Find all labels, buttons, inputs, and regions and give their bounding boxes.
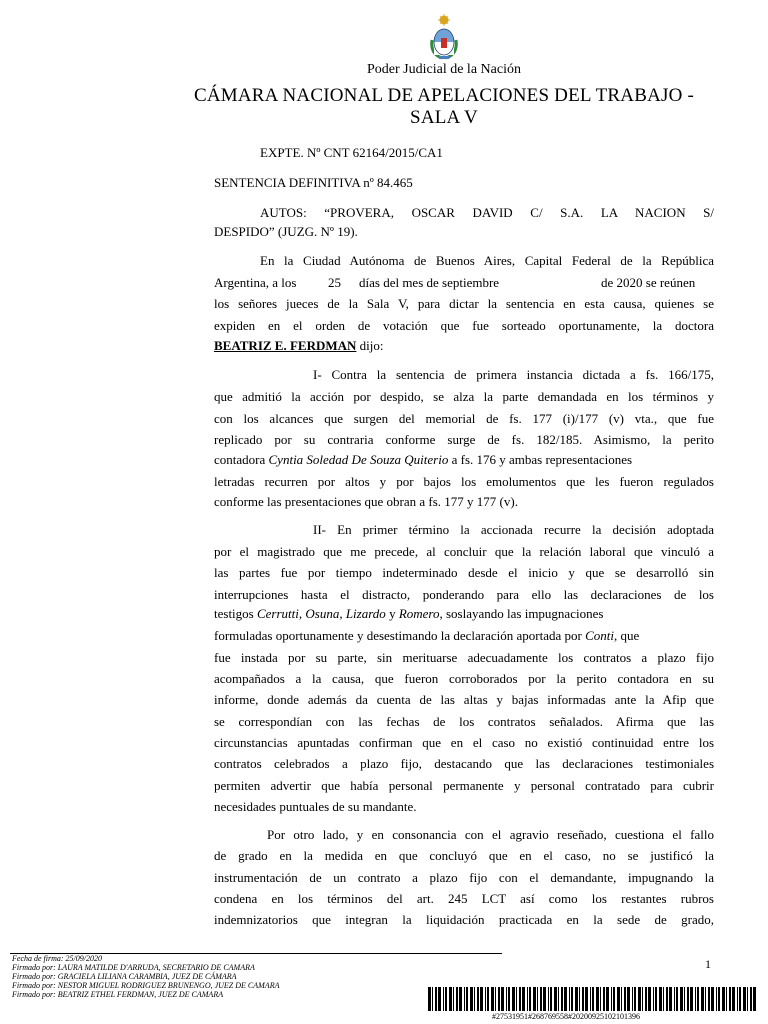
p2-line5a: testigos xyxy=(214,606,257,621)
p1-line5a: contadora xyxy=(214,452,269,467)
barcode-icon xyxy=(428,987,758,1013)
p3-line4: condena en los términos del art. 245 LCT así como los restantes rubros xyxy=(214,891,714,906)
intro-line2c: días del mes de septiembre xyxy=(359,275,500,290)
p2-line9: informe, donde además da cuenta de las altas y bajas informadas ante la Afip que xyxy=(214,692,714,707)
intro-day: 25 xyxy=(328,275,341,290)
witness-conti: Conti xyxy=(585,628,614,643)
p1-line5b: a fs. 176 y ambas representaciones xyxy=(448,452,633,467)
intro-line5 xyxy=(214,338,384,354)
chamber-title-line2: SALA V xyxy=(410,107,478,128)
p1-line7: conforme las presentaciones que obran a fs. 177 y 177 (v). xyxy=(214,494,518,509)
p3-line2: de grado en la medida en que concluyó que en el caso, no se justificó la xyxy=(214,848,714,863)
p3-line5: indemnizatorios que integran la liquidación practicada en la sede de grado, xyxy=(214,912,714,927)
sentence-number: SENTENCIA DEFINITIVA nº 84.465 xyxy=(214,175,413,190)
intro-line2a: Argentina, a los xyxy=(214,275,297,290)
expert-name: Cyntia Soledad De Souza Quiterio xyxy=(268,452,449,467)
p1-line1: I- Contra la sentencia de primera instancia dictada a fs. 166/175, xyxy=(313,367,714,382)
p1-line3: con los alcances que surgen del memorial de fs. 177 (i)/177 (v) vta., que fue xyxy=(214,411,714,426)
signer-1: Firmado por: LAURA MATILDE D'ARRUDA, SECRETARIO DE CAMARA xyxy=(12,963,255,972)
coat-of-arms-icon xyxy=(426,14,462,60)
p2-line13: permiten advertir que había personal permanente y personal contratado para cubrir xyxy=(214,778,714,793)
p2-line6a: formuladas oportunamente y desestimando la declaración aportada por xyxy=(214,628,586,643)
witnesses: Cerrutti, Osuna, Lizardo xyxy=(256,606,386,621)
p2-line10: se correspondían con las fechas de los contratos señalados. Afirma que las xyxy=(214,714,714,729)
p2-line11: circunstancias apuntadas confirman que en el caso no existió continuidad entre los xyxy=(214,735,714,750)
p2-line6 xyxy=(214,628,639,644)
autos-line2: DESPIDO” (JUZG. Nº 19). xyxy=(214,224,358,239)
p2-line6b: , que xyxy=(614,628,640,643)
p3-line1: Por otro lado, y en consonancia con el agravio reseñado, cuestiona el fallo xyxy=(267,827,714,842)
intro-line5-rest: dijo: xyxy=(356,338,384,353)
court-name: Poder Judicial de la Nación xyxy=(367,62,521,77)
p1-line6: letradas recurren por altos y por bajos los emolumentos que les fueron regulados xyxy=(214,474,714,489)
p2-line5b: y xyxy=(385,606,399,621)
barcode-number: #27531951#268769558#20200925102101396 xyxy=(492,1012,640,1021)
p2-line8: acompañados a la causa, que fueron corroborados por la perito contadora en su xyxy=(214,671,714,686)
p2-line5c: , soslayando las impugnaciones xyxy=(439,606,604,621)
page-number: 1 xyxy=(705,957,711,971)
p2-line2: por el magistrado que me precede, al concluir que la relación laboral que vinculó a xyxy=(214,544,714,559)
intro-line3: los señores jueces de la Sala V, para dictar la sentencia en esta causa, quienes se xyxy=(214,296,714,311)
chamber-title-line1: CÁMARA NACIONAL DE APELACIONES DEL TRABAJO - xyxy=(194,85,694,106)
p2-line1: II- En primer término la accionada recurre la decisión adoptada xyxy=(313,522,714,537)
p1-line5 xyxy=(214,452,714,468)
signature-date: Fecha de firma: 25/09/2020 xyxy=(12,954,102,963)
intro-line2d: de 2020 se reúnen xyxy=(601,275,696,290)
signer-4: Firmado por: BEATRIZ ETHEL FERDMAN, JUEZ DE CAMARA xyxy=(12,990,224,999)
p2-line3: las partes fue por tiempo indeterminado desde el inicio y que se desarrolló sin xyxy=(214,565,714,580)
intro-line4: expiden en el orden de votación que fue sorteado oportunamente, la doctora xyxy=(214,318,714,333)
case-number: EXPTE. Nº CNT 62164/2015/CA1 xyxy=(260,145,443,160)
p1-line2: que admitió la acción por despido, se alza la parte demandada en los términos y xyxy=(214,389,714,404)
judge-name: BEATRIZ E. FERDMAN xyxy=(214,338,357,353)
p2-line14: necesidades puntuales de su mandante. xyxy=(214,799,417,814)
p2-line7: fue instada por su parte, sin merituarse adecuadamente los contratos a plazo fijo xyxy=(214,650,714,665)
p2-line4: interrupciones hasta el distracto, ponderando para ello las declaraciones de los xyxy=(214,587,714,602)
p3-line3: instrumentación de un contrato a plazo fijo con el demandante, impugnando la xyxy=(214,870,714,885)
signer-2: Firmado por: GRACIELA LILIANA CARAMBIA, JUEZ DE CÁMARA xyxy=(12,972,237,981)
witness-romero: Romero xyxy=(398,606,440,621)
signer-3: Firmado por: NESTOR MIGUEL RODRIGUEZ BRUNENGO, JUEZ DE CAMARA xyxy=(12,981,280,990)
intro-line1: En la Ciudad Autónoma de Buenos Aires, Capital Federal de la República xyxy=(260,253,714,268)
p2-line12: contratos celebrados a plazo fijo, destacando que las declaraciones testimoniales xyxy=(214,756,714,771)
p2-line5 xyxy=(214,606,603,622)
p1-line4: replicado por su contraria conforme surge de fs. 182/185. Asimismo, la perito xyxy=(214,432,714,447)
autos-line1: AUTOS: “PROVERA, OSCAR DAVID C/ S.A. LA NACION S/ xyxy=(260,205,714,220)
